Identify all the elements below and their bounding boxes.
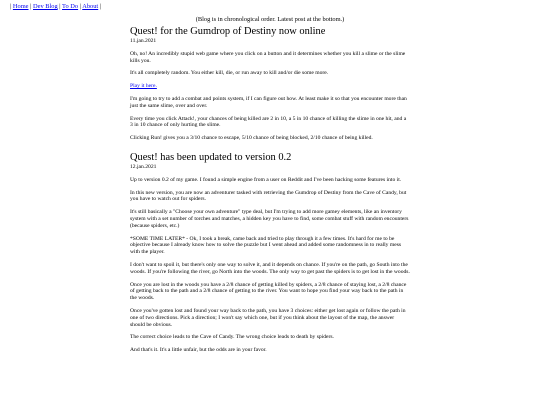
nav-suffix: |: [98, 3, 102, 10]
chronological-notice: (Blog is in chronological order. Latest post at the bottom.): [195, 16, 345, 23]
top-nav: [10, 3, 101, 11]
post-paragraph: I don't want to spoil it, but there's only one way to solve it, and it depends on chance. If you're on the path, go South into the woods. If you're following the river, go North into the woods. The only way to get past the spiders is to get lost in the woods.: [130, 261, 410, 275]
nav-link-dev-blog[interactable]: Dev Blog: [33, 3, 58, 10]
blog-post: [130, 152, 410, 354]
blog-post: [130, 26, 410, 142]
post-title: Quest! for the Gumdrop of Destiny now online: [130, 26, 326, 37]
nav-prefix: |: [10, 3, 13, 10]
nav-separator: |: [78, 3, 83, 10]
post-paragraph: Once you are lost in the woods you have a 2/8 chance of getting killed by spiders, a 2/8 chance of staying lost, a 2/8 chance of getting back to the path and a 2/8 chance of getting to the river. You want to hope you find your way back to the path in the woods.: [130, 281, 407, 302]
post-paragraph: It's still basically a "Choose your own adventure" type deal, but I'm trying to add more gamey elements, like an inventory system with a set number of torches and matches, a hidden key you have to find, some combat stuff with random encounters (because spiders, etc.): [130, 209, 409, 229]
post-paragraph: And that's it. It's a little unfair, but the odds are in your favor.: [130, 347, 267, 354]
post-paragraph: Oh, no! An incredibly stupid web game where you click on a button and it determines whether you kill a slime or the slime kills you.: [130, 50, 406, 64]
nav-link-to-do[interactable]: To Do: [62, 3, 79, 10]
post-paragraph: [130, 83, 410, 90]
play-game-link[interactable]: Play it here.: [130, 83, 157, 90]
post-paragraph: Once you've gotten lost and found your way back to the path, you have 3 choices: either get lost again or follow the path in one of two directions. Pick a direction; I won't say which one, but if you think about the layout of the map, the answer should be obvious.: [130, 307, 406, 328]
nav-link-home[interactable]: Home: [12, 3, 29, 10]
nav-separator: |: [57, 3, 63, 10]
post-title: Quest! has been updated to version 0.2: [130, 151, 292, 163]
blog-content: [130, 26, 410, 364]
nav-link-about[interactable]: About: [82, 3, 99, 10]
post-paragraph: Up to version 0.2 of my game. I found a simple engine from a user on Reddit and I've been hacking some features into it.: [130, 176, 402, 183]
post-date: 12.jan.2021: [130, 163, 157, 170]
post-paragraph: *SOME TIME LATER* - Ok, I took a break, came back and tried to play through it a few times. It's hard for me to be objective because I already know how to solve the puzzle but I went ahead and added some randomness in to really mess with the player.: [130, 235, 402, 256]
post-date: 11.jan.2021: [130, 38, 157, 44]
post-paragraph: In this new version, you are now an adventurer tasked with retrieving the Gumdrop of Destiny from the Cave of Candy, but you have to watch out for spiders.: [130, 189, 407, 203]
post-paragraph: The correct choice leads to the Cave of Candy. The wrong choice leads to death by spiders.: [130, 334, 334, 341]
post-paragraph: Clicking Run! gives you a 3/10 chance to escape, 5/10 chance of being blocked, 2/10 chance of being killed.: [130, 135, 373, 142]
post-paragraph: It's all completely random. You either kill, die, or run away to kill and/or die some more.: [130, 70, 329, 77]
post-paragraph: I'm going to try to add a combat and points system, if I can figure out how. At least make it so that you encounter more than just the same slime, over and over.: [130, 95, 407, 109]
post-paragraph: Every time you click Attack!, your chances of being killed are 2 in 10, a 5 in 10 chance of killing the slime in one hit, and a 3 in 10 chance of only hurting the slime.: [130, 115, 407, 129]
nav-separator: |: [28, 3, 33, 10]
